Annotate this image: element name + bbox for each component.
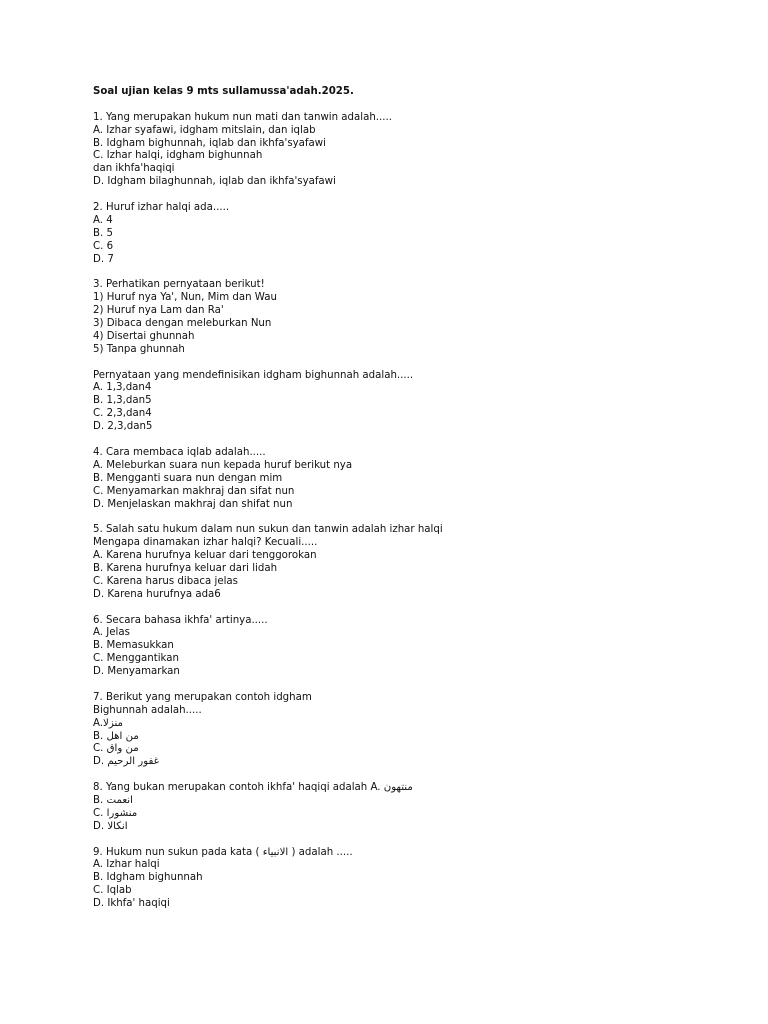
answer-option: C. 2,3,dan4 [93,408,152,420]
answer-option: 1) Huruf nya Ya', Nun, Mim dan Wau [93,292,277,304]
question-text: 9. Hukum nun sukun pada kata ( الانبياء ) adalah ..... [93,846,353,858]
question-block [93,370,733,434]
answer-option: D. Menjelaskan makhraj dan shifat nun [93,498,293,510]
answer-option: 5) Tanpa ghunnah [93,343,185,355]
question-text: Pernyataan yang mendefinisikan idgham bighunnah adalah..... [93,369,414,381]
question-block [93,112,733,189]
answer-option: C. Karena harus dibaca jelas [93,575,238,587]
answer-option: B. Idgham bighunnah [93,872,203,884]
answer-option: Bighunnah adalah..... [93,704,202,716]
answer-option: C. 6 [93,240,114,252]
answer-option: B. انعمت [93,794,133,806]
question-text: 4. Cara membaca iqlab adalah..... [93,446,266,458]
answer-option: B. Idgham bighunnah, iqlab dan ikhfa'syafawi [93,137,326,149]
question-text: 1. Yang merupakan hukum nun mati dan tanwin adalah..... [93,111,392,123]
answer-option: C. Menggantikan [93,653,179,665]
answer-option: D. 7 [93,253,114,265]
answer-option: A. Jelas [93,627,130,639]
question-text: 8. Yang bukan merupakan contoh ikhfa' haqiqi adalah A. منتهون [93,782,413,794]
answer-option: A. 4 [93,214,113,226]
answer-option: D. انكالا [93,820,128,832]
answer-option: C. Iqlab [93,885,132,897]
answer-option: B. Memasukkan [93,640,174,652]
answer-option: D. Menyamarkan [93,666,180,678]
document-title: Soal ujian kelas 9 mts sullamussa'adah.2025. [93,86,354,97]
question-text: 7. Berikut yang merupakan contoh idgham [93,691,312,703]
answer-option: A. Meleburkan suara nun kepada huruf berikut nya [93,459,353,471]
answer-option: A. Izhar halqi [93,859,160,871]
answer-option: C. Izhar halqi, idgham bighunnah [93,150,263,162]
answer-option: D. Ikhfa' haqiqi [93,898,170,910]
answer-option: 3) Dibaca dengan meleburkan Nun [93,318,272,330]
question-text: 6. Secara bahasa ikhfa' artinya..... [93,614,268,626]
answer-option: A. 1,3,dan4 [93,382,152,394]
answer-option: C. من واق [93,743,139,755]
answer-option: A. Izhar syafawi, idgham mitslain, dan iqlab [93,124,316,136]
answer-option: 2) Huruf nya Lam dan Ra' [93,305,224,317]
answer-option: D. Idgham bilaghunnah, iqlab dan ikhfa'syafawi [93,176,336,188]
answer-option: B. 1,3,dan5 [93,395,152,407]
question-list [93,112,733,911]
answer-option: A. Karena hurufnya keluar dari tenggorokan [93,550,317,562]
question-block [93,692,733,769]
answer-option: 4) Disertai ghunnah [93,330,195,342]
answer-option: B. من اهل [93,730,139,742]
answer-option: B. Karena hurufnya keluar dari lidah [93,562,278,574]
question-block [93,202,733,266]
answer-option: D. Karena hurufnya ada6 [93,588,221,600]
question-block [93,782,733,834]
answer-option: A.منزلا [93,717,123,729]
question-text: 3. Perhatikan pernyataan berikut! [93,279,265,291]
answer-option: B. 5 [93,227,113,239]
question-text: 5. Salah satu hukum dalam nun sukun dan tanwin adalah izhar halqi [93,524,443,536]
question-block [93,279,733,356]
answer-option: C. Menyamarkan makhraj dan sifat nun [93,485,295,497]
answer-option: D. 2,3,dan5 [93,421,153,433]
answer-option: B. Mengganti suara nun dengan mim [93,472,283,484]
answer-option: D. غفور الرحيم [93,756,159,768]
question-block [93,524,733,601]
answer-option: C. منشورا [93,807,138,819]
question-block [93,847,733,911]
question-text: 2. Huruf izhar halqi ada..... [93,202,230,214]
question-block [93,447,733,511]
answer-option: Mengapa dinamakan izhar halqi? Kecuali..... [93,537,318,549]
document-page [93,86,733,924]
answer-option: dan ikhfa'haqiqi [93,163,175,175]
question-block [93,615,733,679]
